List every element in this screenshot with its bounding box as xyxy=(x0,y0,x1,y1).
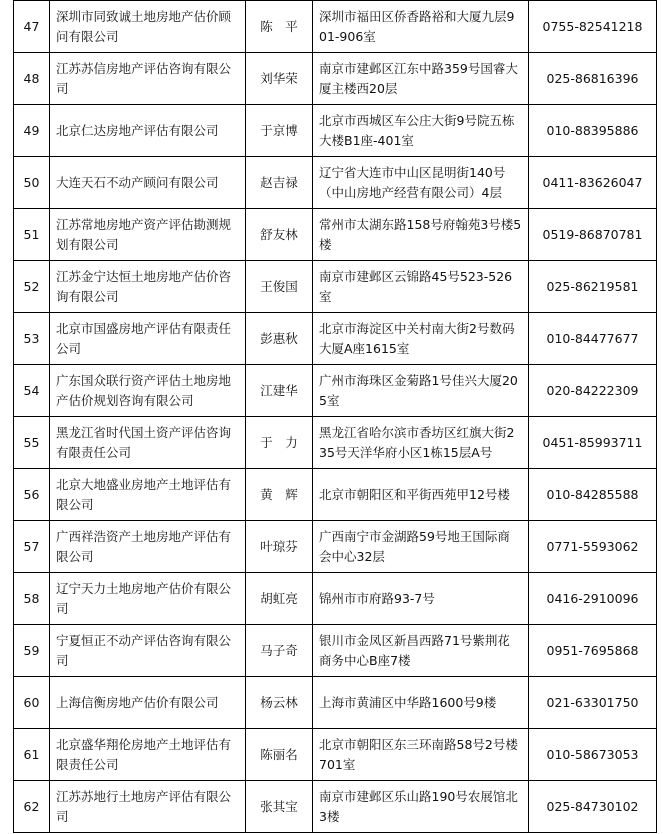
table-row xyxy=(14,157,657,209)
row-number: 54 xyxy=(14,365,50,417)
contact-person: 陈丽名 xyxy=(246,729,313,781)
phone-number: 0771-5593062 xyxy=(529,521,657,573)
row-number: 47 xyxy=(14,1,50,53)
table-row xyxy=(14,1,657,53)
row-number: 62 xyxy=(14,781,50,833)
phone-number: 025-86219581 xyxy=(529,261,657,313)
phone-number: 010-84285588 xyxy=(529,469,657,521)
phone-number: 010-58673053 xyxy=(529,729,657,781)
row-number: 52 xyxy=(14,261,50,313)
company-name: 大连天石不动产顾问有限公司 xyxy=(50,157,246,209)
contact-person: 马子奇 xyxy=(246,625,313,677)
company-name: 广西祥浩资产土地房地产评估有限公司 xyxy=(50,521,246,573)
table-row xyxy=(14,53,657,105)
contact-person: 于京博 xyxy=(246,105,313,157)
row-number: 50 xyxy=(14,157,50,209)
table-row xyxy=(14,261,657,313)
table-row xyxy=(14,521,657,573)
contact-person: 杨云林 xyxy=(246,677,313,729)
table-row xyxy=(14,365,657,417)
company-name: 江苏苏信房地产评估咨询有限公司 xyxy=(50,53,246,105)
row-number: 53 xyxy=(14,313,50,365)
phone-number: 025-86816396 xyxy=(529,53,657,105)
row-number: 48 xyxy=(14,53,50,105)
contact-person: 彭惠秋 xyxy=(246,313,313,365)
company-name: 宁夏恒正不动产评估咨询有限公司 xyxy=(50,625,246,677)
table-body xyxy=(14,1,657,833)
contact-person: 陈 平 xyxy=(246,1,313,53)
row-number: 56 xyxy=(14,469,50,521)
contact-person: 刘华荣 xyxy=(246,53,313,105)
company-name: 黑龙江省时代国土资产评估咨询有限责任公司 xyxy=(50,417,246,469)
company-address: 北京市朝阳区和平街西苑甲12号楼 xyxy=(313,469,529,521)
phone-number: 025-84730102 xyxy=(529,781,657,833)
company-address: 银川市金凤区新昌西路71号紫荆花商务中心B座7楼 xyxy=(313,625,529,677)
table-row xyxy=(14,417,657,469)
contact-person: 黄 辉 xyxy=(246,469,313,521)
phone-number: 010-84477677 xyxy=(529,313,657,365)
company-name: 江苏金宁达恒土地房地产估价咨询有限公司 xyxy=(50,261,246,313)
company-name: 北京大地盛业房地产土地评估有限公司 xyxy=(50,469,246,521)
table-row xyxy=(14,469,657,521)
table-row xyxy=(14,625,657,677)
phone-number: 0951-7695868 xyxy=(529,625,657,677)
company-address: 常州市太湖东路158号府翰苑3号楼5楼 xyxy=(313,209,529,261)
row-number: 55 xyxy=(14,417,50,469)
row-number: 58 xyxy=(14,573,50,625)
company-name: 北京仁达房地产评估有限公司 xyxy=(50,105,246,157)
table-row xyxy=(14,209,657,261)
table-row xyxy=(14,573,657,625)
company-name: 北京盛华翔伦房地产土地评估有限责任公司 xyxy=(50,729,246,781)
table-row xyxy=(14,729,657,781)
row-number: 57 xyxy=(14,521,50,573)
company-name: 深圳市同致诚土地房地产估价顾问有限公司 xyxy=(50,1,246,53)
contact-person: 赵吉禄 xyxy=(246,157,313,209)
company-address: 广州市海珠区金菊路1号佳兴大厦205室 xyxy=(313,365,529,417)
company-address: 锦州市市府路93-7号 xyxy=(313,573,529,625)
contact-person: 王俊国 xyxy=(246,261,313,313)
contact-person: 叶琼芬 xyxy=(246,521,313,573)
company-name: 辽宁天力土地房地产估价有限公司 xyxy=(50,573,246,625)
company-name: 江苏常地房地产资产评估勘测规划有限公司 xyxy=(50,209,246,261)
company-name: 广东国众联行资产评估土地房地产估价规划咨询有限公司 xyxy=(50,365,246,417)
company-address: 南京市建邺区云锦路45号523-526室 xyxy=(313,261,529,313)
company-address: 北京市朝阳区东三环南路58号2号楼701室 xyxy=(313,729,529,781)
contact-person: 于 力 xyxy=(246,417,313,469)
phone-number: 020-84222309 xyxy=(529,365,657,417)
row-number: 61 xyxy=(14,729,50,781)
contact-person: 胡虹亮 xyxy=(246,573,313,625)
table-row xyxy=(14,313,657,365)
company-address: 辽宁省大连市中山区昆明街140号（中山房地产经营有限公司）4层 xyxy=(313,157,529,209)
row-number: 60 xyxy=(14,677,50,729)
company-name: 江苏苏地行土地房产评估有限公司 xyxy=(50,781,246,833)
company-name: 上海信衡房地产估价有限公司 xyxy=(50,677,246,729)
phone-number: 0411-83626047 xyxy=(529,157,657,209)
company-address: 黑龙江省哈尔滨市香坊区红旗大街235号天洋华府小区1栋15层A号 xyxy=(313,417,529,469)
phone-number: 0755-82541218 xyxy=(529,1,657,53)
row-number: 49 xyxy=(14,105,50,157)
phone-number: 021-63301750 xyxy=(529,677,657,729)
contact-person: 舒友林 xyxy=(246,209,313,261)
table-row xyxy=(14,105,657,157)
company-name: 北京市国盛房地产评估有限责任公司 xyxy=(50,313,246,365)
company-address: 南京市建邺区江东中路359号国睿大厦主楼西20层 xyxy=(313,53,529,105)
company-address: 上海市黄浦区中华路1600号9楼 xyxy=(313,677,529,729)
company-address: 南京市建邺区乐山路190号农展馆北3楼 xyxy=(313,781,529,833)
phone-number: 0451-85993711 xyxy=(529,417,657,469)
phone-number: 010-88395886 xyxy=(529,105,657,157)
contact-person: 江建华 xyxy=(246,365,313,417)
row-number: 51 xyxy=(14,209,50,261)
table-row xyxy=(14,677,657,729)
company-address: 广西南宁市金湖路59号地王国际商会中心32层 xyxy=(313,521,529,573)
company-address: 深圳市福田区侨香路裕和大厦九层901-906室 xyxy=(313,1,529,53)
phone-number: 0416-2910096 xyxy=(529,573,657,625)
appraisal-company-table xyxy=(13,0,657,833)
company-address: 北京市西城区车公庄大街9号院五栋大楼B1座-401室 xyxy=(313,105,529,157)
contact-person: 张其宝 xyxy=(246,781,313,833)
phone-number: 0519-86870781 xyxy=(529,209,657,261)
row-number: 59 xyxy=(14,625,50,677)
company-address: 北京市海淀区中关村南大街2号数码大厦A座1615室 xyxy=(313,313,529,365)
table-row xyxy=(14,781,657,833)
